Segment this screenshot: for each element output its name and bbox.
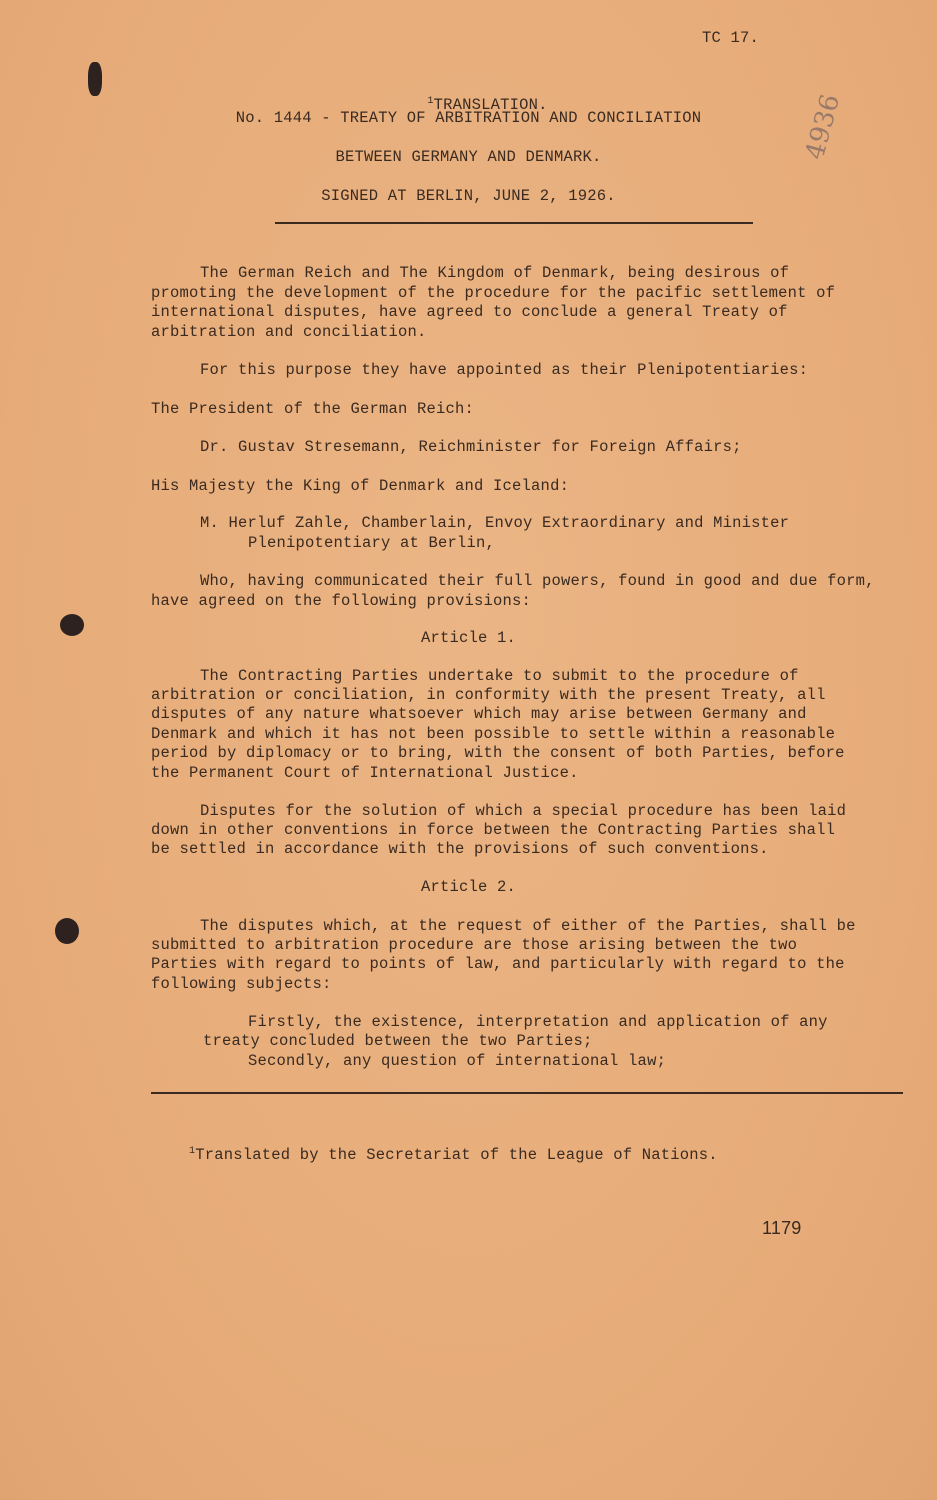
article-1-line: The Contracting Parties undertake to submit to the procedure of — [200, 667, 799, 685]
footnote-marker: 1 — [427, 96, 434, 107]
footnote-separator — [151, 1092, 903, 1094]
full-powers-line: Who, having communicated their full powers, found in good and due form, — [200, 572, 875, 590]
article-2-line: The disputes which, at the request of either of the Parties, shall be — [200, 917, 856, 935]
german-plenipotentiary: Dr. Gustav Stresemann, Reichminister for Foreign Affairs; — [200, 438, 742, 456]
translation-text: TRANSLATION. — [433, 96, 548, 114]
article-2-heading: Article 2. — [420, 878, 516, 896]
article-2-line: Parties with regard to points of law, and particularly with regard to the — [151, 955, 845, 973]
article-2-line: treaty concluded between the two Parties; — [203, 1032, 593, 1050]
full-powers-line: have agreed on the following provisions: — [151, 592, 532, 610]
article-1-line: disputes of any nature whatsoever which may arise between Germany and — [151, 705, 807, 723]
article-2-line: following subjects: — [151, 975, 332, 993]
article-1-line: the Permanent Court of International Justice. — [151, 764, 579, 782]
preamble-line: The German Reich and The Kingdom of Denmark, being desirous of — [200, 264, 790, 282]
preamble-line: arbitration and conciliation. — [151, 323, 427, 341]
treaty-title-line2: BETWEEN GERMANY AND DENMARK. — [335, 148, 602, 166]
article-1-line: Denmark and which it has not been possible to settle within a reasonable — [151, 725, 836, 743]
footnote — [151, 1122, 718, 1185]
danish-party-heading: His Majesty the King of Denmark and Iceland: — [151, 477, 570, 495]
treaty-title-line3: SIGNED AT BERLIN, JUNE 2, 1926. — [321, 187, 616, 205]
treaty-title-line1: No. 1444 - TREATY OF ARBITRATION AND CONCILIATION — [235, 109, 702, 127]
article-1-line: period by diplomacy or to bring, with the consent of both Parties, before — [151, 744, 845, 762]
german-party-heading: The President of the German Reich: — [151, 400, 475, 418]
preamble-line: international disputes, have agreed to conclude a general Treaty of — [151, 303, 788, 321]
article-2-line: Firstly, the existence, interpretation and application of any — [248, 1013, 828, 1031]
footnote-marker: 1 — [189, 1146, 196, 1157]
article-1-line: Disputes for the solution of which a special procedure has been laid — [200, 802, 847, 820]
document-reference: TC 17. — [702, 29, 760, 47]
binder-hole-mark — [55, 918, 79, 944]
handwritten-annotation: 4936 — [800, 91, 847, 163]
danish-plenipotentiary: M. Herluf Zahle, Chamberlain, Envoy Extraordinary and Minister — [200, 514, 790, 532]
danish-plenipotentiary: Plenipotentiary at Berlin, — [248, 534, 496, 552]
article-1-line: down in other conventions in force between the Contracting Parties shall — [151, 821, 836, 839]
article-2-line: Secondly, any question of international law; — [248, 1052, 667, 1070]
article-2-line: submitted to arbitration procedure are those arising between the two — [151, 936, 798, 954]
preamble-line: promoting the development of the procedure for the pacific settlement of — [151, 284, 836, 302]
article-1-line: be settled in accordance with the provisions of such conventions. — [151, 840, 769, 858]
article-1-heading: Article 1. — [420, 629, 516, 647]
page-number: 1179 — [762, 1218, 802, 1238]
title-underline — [275, 222, 753, 224]
footnote-text: Translated by the Secretariat of the League of Nations. — [195, 1146, 718, 1164]
plenipotentiaries-intro: For this purpose they have appointed as their Plenipotentiaries: — [200, 361, 809, 379]
article-1-line: arbitration or conciliation, in conformity with the present Treaty, all — [151, 686, 826, 704]
